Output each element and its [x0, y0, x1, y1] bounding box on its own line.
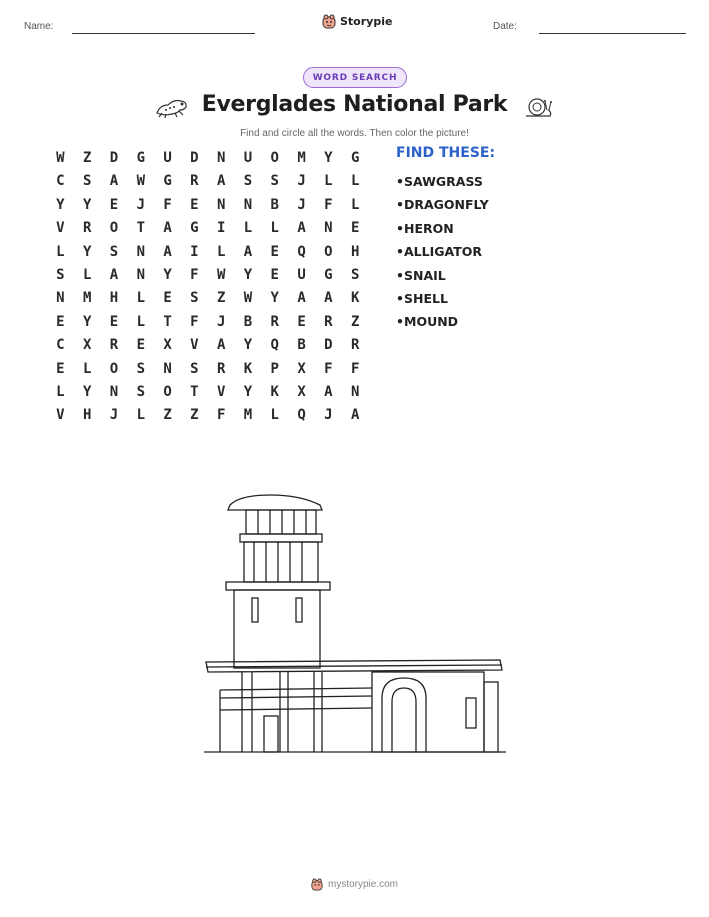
grid-letter[interactable]: E — [190, 196, 199, 213]
grid-letter[interactable]: W — [243, 290, 253, 307]
grid-letter[interactable]: R — [216, 360, 226, 377]
grid-letter[interactable]: Z — [82, 150, 92, 166]
grid-letter[interactable]: Y — [82, 243, 92, 260]
grid-letter[interactable]: N — [109, 383, 119, 400]
grid-letter[interactable]: E — [297, 313, 306, 330]
grid-letter[interactable]: A — [324, 383, 333, 400]
grid-letter[interactable]: Q — [270, 337, 279, 354]
footer-url[interactable]: mystorypie.com — [327, 879, 398, 890]
grid-letter[interactable]: J — [136, 196, 145, 213]
grid-letter[interactable]: E — [56, 360, 65, 377]
grid-letter[interactable]: A — [163, 243, 172, 260]
word-list-item: • SAWGRASS — [396, 170, 489, 193]
grid-letter[interactable]: C — [56, 337, 65, 354]
date-line[interactable] — [539, 33, 686, 34]
grid-letter[interactable]: H — [350, 243, 360, 260]
grid-letter[interactable]: J — [216, 313, 226, 330]
name-label: Name: — [24, 21, 54, 32]
grid-letter[interactable]: S — [136, 360, 145, 377]
grid-letter[interactable]: J — [109, 407, 119, 424]
storypie-mascot-icon — [311, 878, 323, 891]
word-list-item: • HERON — [396, 217, 489, 240]
grid-letter[interactable]: T — [163, 313, 172, 330]
grid-letter[interactable]: V — [56, 407, 65, 424]
grid-letter[interactable]: A — [324, 290, 333, 307]
name-line[interactable] — [72, 33, 255, 34]
grid-letter[interactable]: G — [324, 266, 333, 283]
grid-letter[interactable]: E — [270, 266, 279, 283]
grid-letter[interactable]: L — [136, 290, 145, 307]
grid-letter[interactable]: F — [324, 196, 333, 213]
grid-letter[interactable]: N — [350, 383, 360, 400]
grid-letter[interactable]: L — [324, 173, 333, 190]
word-list-item: • SHELL — [396, 287, 489, 310]
grid-letter[interactable]: S — [56, 266, 65, 283]
grid-letter[interactable]: L — [82, 360, 92, 377]
brand-logo — [322, 14, 392, 29]
grid-letter[interactable]: V — [56, 220, 65, 237]
grid-letter[interactable]: D — [324, 337, 333, 354]
grid-letter[interactable]: D — [190, 150, 199, 166]
grid-letter[interactable]: O — [270, 150, 279, 166]
grid-letter[interactable]: K — [350, 290, 360, 307]
grid-letter[interactable]: Y — [243, 337, 253, 354]
grid-letter[interactable]: X — [297, 383, 306, 400]
grid-letter[interactable]: S — [190, 290, 199, 307]
grid-letter[interactable]: R — [270, 313, 279, 330]
grid-letter[interactable]: J — [297, 196, 306, 213]
grid-letter[interactable]: L — [56, 383, 65, 400]
grid-letter[interactable]: S — [270, 173, 279, 190]
grid-letter[interactable]: G — [190, 220, 199, 237]
grid-letter[interactable]: K — [270, 383, 279, 400]
snail-icon — [523, 95, 553, 119]
grid-letter[interactable]: A — [243, 243, 253, 260]
instructions: Find and circle all the words. Then color the picture! — [240, 128, 469, 139]
letter-grid[interactable] — [47, 147, 369, 428]
grid-letter[interactable]: Z — [163, 407, 172, 424]
grid-letter[interactable]: J — [297, 173, 306, 190]
grid-letter[interactable]: N — [136, 266, 145, 283]
grid-letter[interactable]: O — [109, 220, 119, 237]
page-title: Everglades National Park — [201, 92, 508, 117]
grid-letter[interactable]: Y — [82, 313, 92, 330]
word-list — [396, 170, 489, 334]
grid-letter[interactable]: L — [350, 173, 360, 190]
grid-letter[interactable]: Z — [216, 290, 226, 307]
grid-letter[interactable]: Y — [243, 383, 253, 400]
grid-letter[interactable]: N — [324, 220, 333, 237]
grid-letter[interactable]: L — [270, 407, 279, 424]
grid-letter[interactable]: M — [297, 150, 306, 166]
storypie-mascot-icon — [322, 14, 336, 29]
footer — [0, 878, 709, 891]
grid-letter[interactable]: F — [324, 360, 333, 377]
grid-letter[interactable]: N — [243, 196, 253, 213]
grid-letter[interactable]: I — [216, 220, 226, 237]
grid-letter[interactable]: A — [350, 407, 360, 424]
grid-letter[interactable]: H — [82, 407, 92, 424]
grid-letter[interactable]: S — [350, 266, 360, 283]
grid-letter[interactable]: Y — [82, 196, 92, 213]
grid-letter[interactable]: A — [109, 173, 119, 190]
grid-letter[interactable]: G — [163, 173, 172, 190]
grid-letter[interactable]: A — [297, 290, 306, 307]
word-list-item: • SNAIL — [396, 264, 489, 287]
grid-letter[interactable]: P — [270, 360, 279, 377]
grid-letter[interactable]: S — [136, 383, 145, 400]
grid-letter[interactable]: C — [56, 173, 65, 190]
grid-letter[interactable]: Q — [297, 407, 306, 424]
grid-letter[interactable]: K — [243, 360, 253, 377]
grid-letter[interactable]: S — [82, 173, 92, 190]
grid-letter[interactable]: N — [56, 290, 65, 307]
grid-letter[interactable]: L — [56, 243, 65, 260]
grid-letter[interactable]: B — [297, 337, 306, 354]
grid-letter[interactable]: Y — [163, 266, 172, 283]
grid-letter[interactable]: T — [190, 383, 199, 400]
grid-letter[interactable]: J — [324, 407, 333, 424]
grid-letter[interactable]: A — [216, 173, 226, 190]
grid-letter[interactable]: R — [82, 220, 92, 237]
grid-letter[interactable]: S — [243, 173, 253, 190]
grid-letter[interactable]: Y — [270, 290, 279, 307]
grid-letter[interactable]: F — [163, 196, 172, 213]
grid-letter[interactable]: X — [163, 337, 172, 354]
grid-letter[interactable]: E — [270, 243, 279, 260]
grid-letter[interactable]: Y — [243, 266, 253, 283]
grid-letter[interactable]: G — [350, 150, 360, 166]
grid-letter[interactable]: X — [297, 360, 306, 377]
date-label: Date: — [493, 21, 517, 32]
grid-letter[interactable]: W — [216, 266, 226, 283]
word-list-item: • ALLIGATOR — [396, 240, 489, 263]
grid-letter[interactable]: O — [324, 243, 333, 260]
grid-letter[interactable]: Q — [297, 243, 306, 260]
grid-letter[interactable]: H — [109, 290, 119, 307]
grid-letter[interactable]: V — [216, 383, 226, 400]
grid-letter[interactable]: E — [109, 196, 119, 213]
grid-letter[interactable]: A — [163, 220, 172, 237]
grid-letter[interactable]: M — [82, 290, 92, 307]
grid-letter[interactable]: L — [243, 220, 253, 237]
grid-letter[interactable]: O — [109, 360, 119, 377]
observation-tower-illustration — [200, 490, 510, 758]
grid-letter[interactable]: F — [216, 407, 226, 424]
grid-letter[interactable]: W — [136, 173, 145, 190]
grid-letter[interactable]: O — [163, 383, 172, 400]
grid-letter[interactable]: S — [109, 243, 119, 260]
grid-letter[interactable]: L — [216, 243, 226, 260]
grid-letter[interactable]: L — [270, 220, 279, 237]
grid-letter[interactable]: U — [163, 150, 172, 166]
grid-letter[interactable]: R — [190, 173, 199, 190]
grid-letter[interactable]: U — [297, 266, 306, 283]
grid-letter[interactable]: E — [56, 313, 65, 330]
grid-letter[interactable]: Y — [56, 196, 65, 213]
grid-letter[interactable]: X — [82, 337, 92, 354]
grid-letter[interactable]: M — [243, 407, 253, 424]
grid-letter[interactable]: I — [190, 243, 199, 260]
grid-letter[interactable]: R — [350, 337, 360, 354]
grid-letter[interactable]: D — [109, 150, 119, 166]
grid-letter[interactable]: Z — [350, 313, 360, 330]
grid-letter[interactable]: B — [270, 196, 279, 213]
grid-letter[interactable]: G — [136, 150, 145, 166]
grid-letter[interactable]: A — [109, 266, 119, 283]
grid-letter[interactable]: N — [163, 360, 172, 377]
word-list-item: • DRAGONFLY — [396, 193, 489, 216]
grid-letter[interactable]: L — [350, 196, 360, 213]
grid-letter[interactable]: B — [243, 313, 253, 330]
grid-letter[interactable]: N — [216, 150, 226, 166]
grid-letter[interactable]: Y — [324, 150, 333, 166]
grid-letter[interactable]: Y — [82, 383, 92, 400]
word-search-badge: WORD SEARCH — [303, 67, 407, 88]
grid-letter[interactable]: W — [56, 150, 65, 166]
grid-letter[interactable]: V — [190, 337, 199, 354]
word-list-item: • MOUND — [396, 310, 489, 333]
grid-letter[interactable]: T — [136, 220, 145, 237]
grid-letter[interactable]: F — [190, 266, 199, 283]
grid-letter[interactable]: E — [163, 290, 172, 307]
grid-letter[interactable]: Z — [190, 407, 199, 424]
grid-letter[interactable]: R — [324, 313, 333, 330]
grid-letter[interactable]: A — [297, 220, 306, 237]
grid-letter[interactable]: S — [190, 360, 199, 377]
grid-letter[interactable]: U — [243, 150, 253, 166]
grid-letter[interactable]: N — [216, 196, 226, 213]
grid-letter[interactable]: N — [136, 243, 145, 260]
word-list-title: FIND THESE: — [396, 145, 496, 161]
grid-letter[interactable]: L — [136, 313, 145, 330]
grid-letter[interactable]: A — [216, 337, 226, 354]
grid-letter[interactable]: R — [109, 337, 119, 354]
grid-letter[interactable]: F — [350, 360, 360, 377]
grid-letter[interactable]: E — [136, 337, 145, 354]
brand-name: Storypie — [340, 15, 393, 28]
grid-letter[interactable]: E — [109, 313, 119, 330]
grid-letter[interactable]: L — [136, 407, 145, 424]
grid-letter[interactable]: E — [350, 220, 360, 237]
grid-letter[interactable]: F — [190, 313, 199, 330]
grid-letter[interactable]: L — [82, 266, 92, 283]
